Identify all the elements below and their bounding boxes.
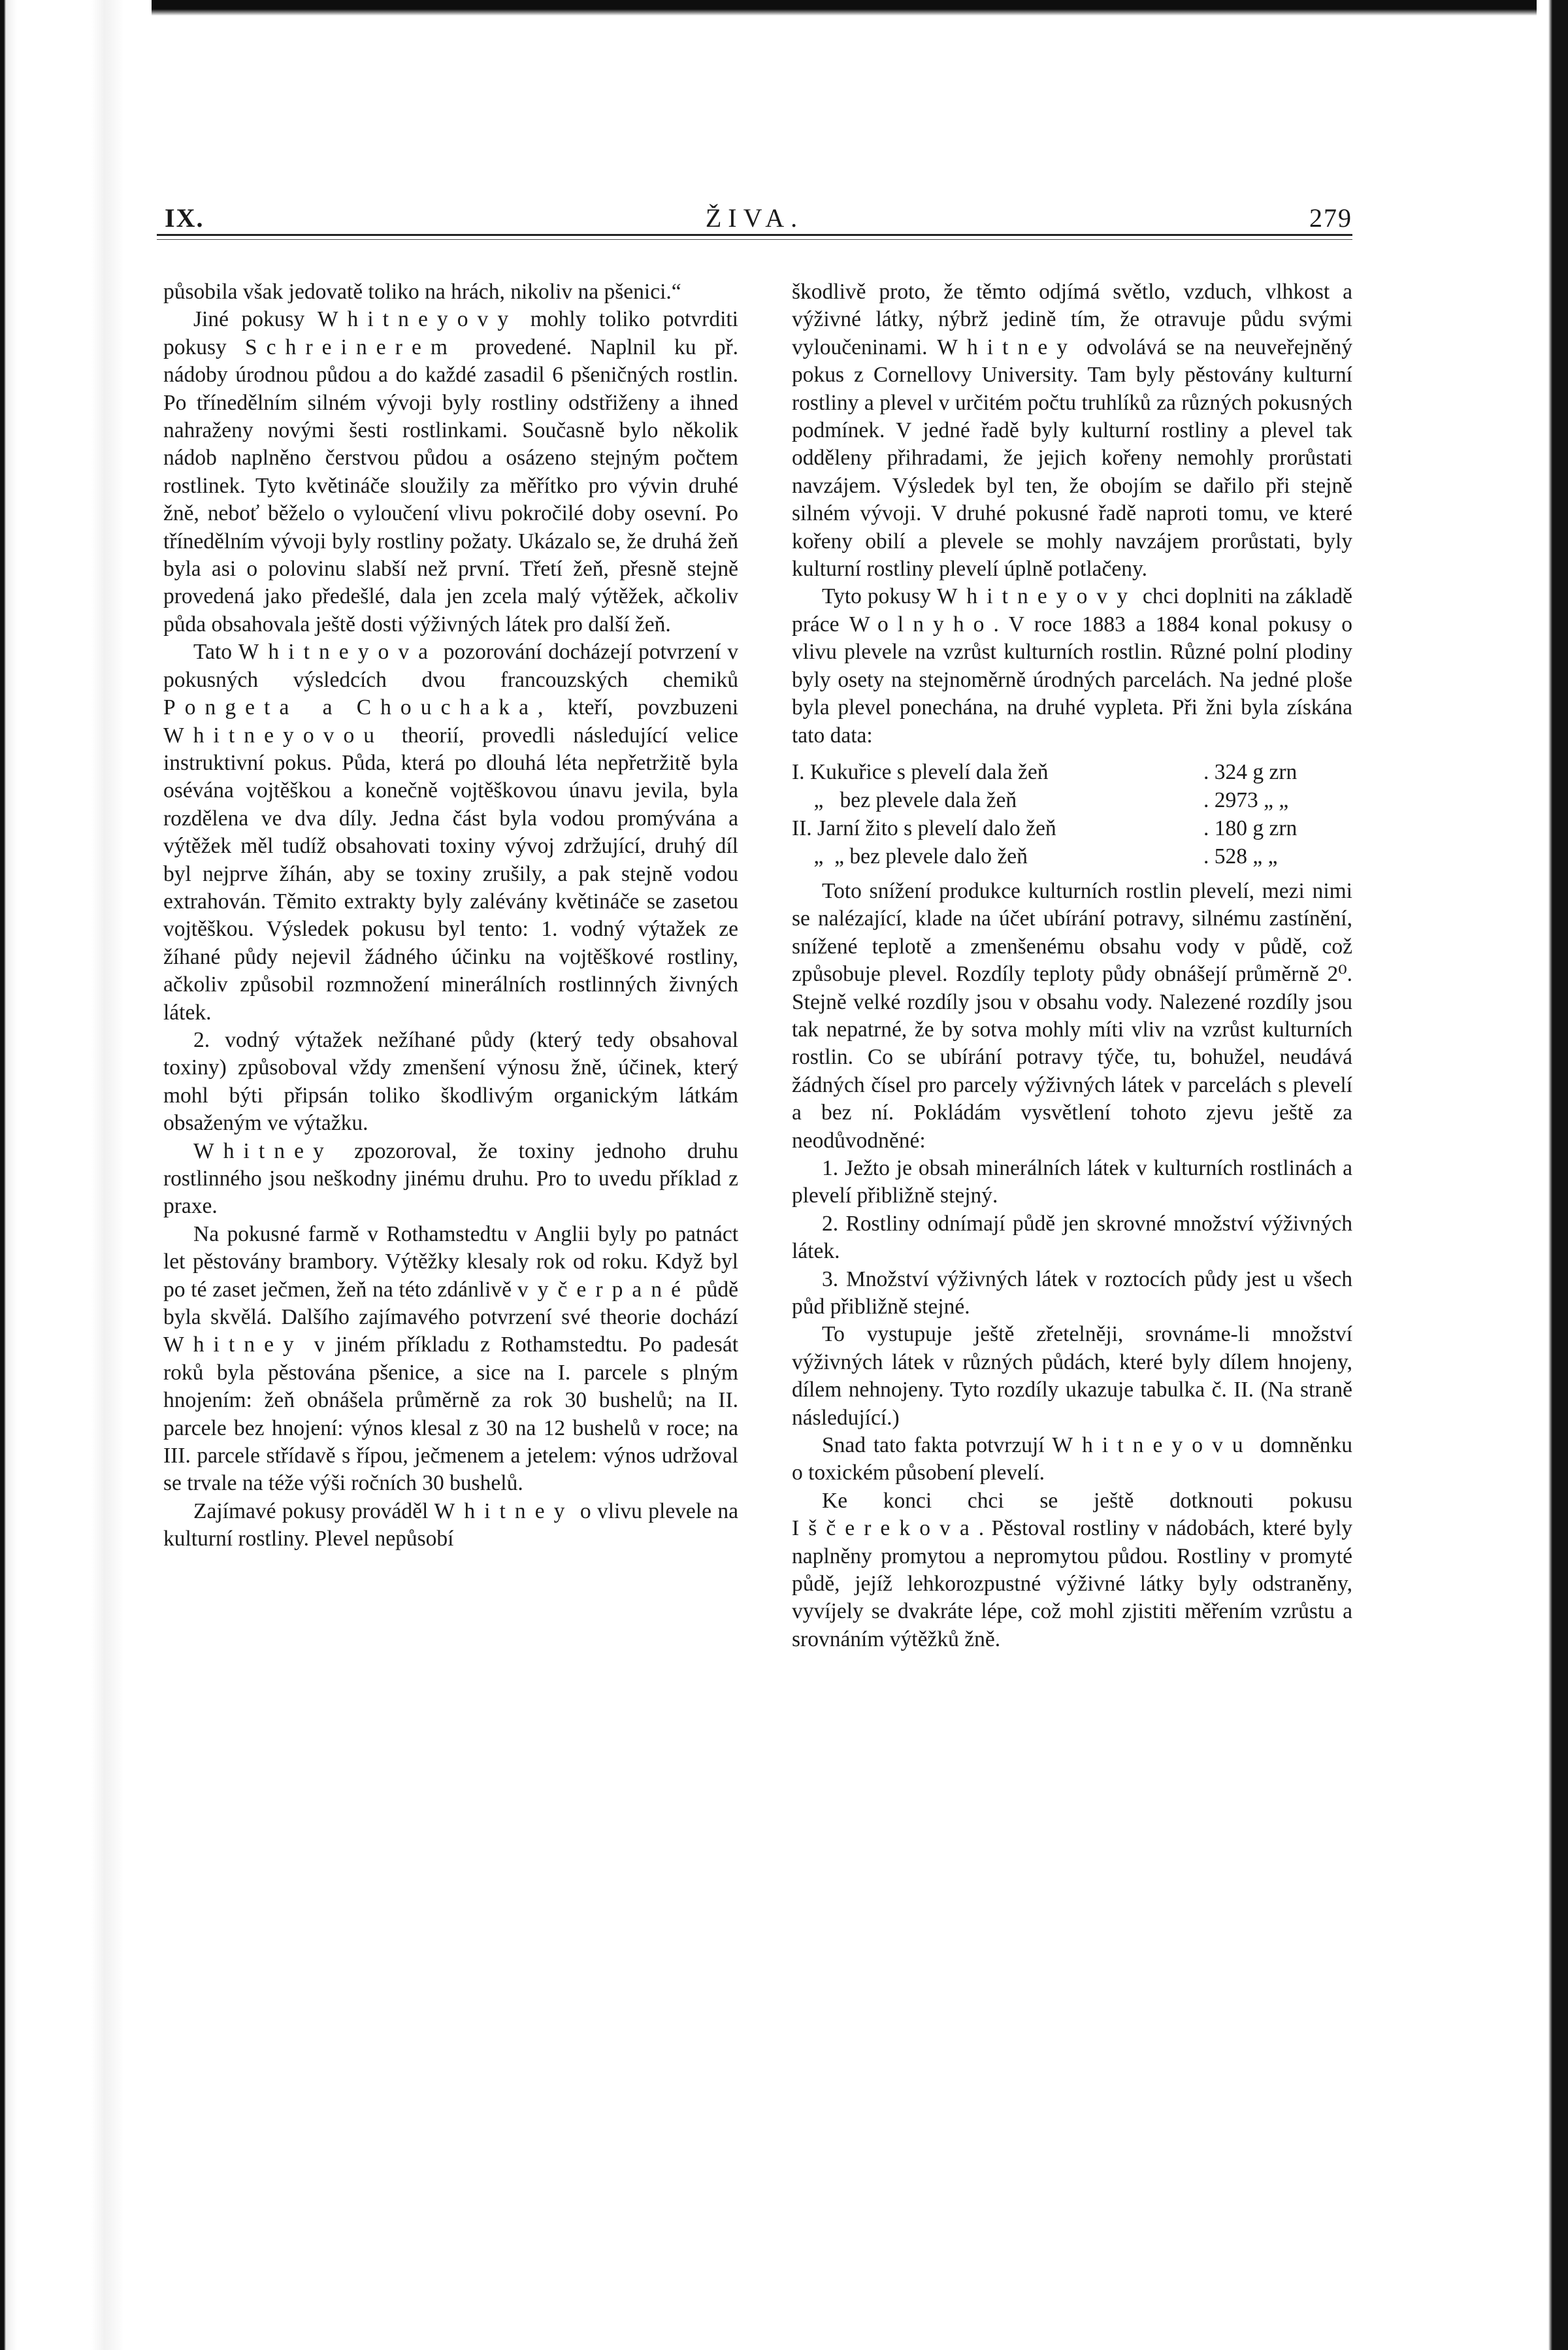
row-value: . 2973 „ „ (1203, 787, 1289, 812)
text-run: Zajímavé pokusy prováděl (193, 1498, 434, 1523)
text-run: Na pokusné farmě v Rothamstedtu v Anglii byly po patnáct let pěstovány brambory. Výtěžky klesaly rok od roku. Když byl po té zaset ječmen, žeň na této zdánlivě (163, 1221, 738, 1302)
header-rule-thick (157, 234, 1352, 236)
volume-number: IX. (165, 203, 204, 233)
text-run: a (298, 695, 357, 720)
row-value: . 528 „ „ (1203, 844, 1278, 869)
text-run: Jiné pokusy (193, 307, 318, 332)
text-run: Snad tato fakta potvrzují (822, 1433, 1053, 1458)
spaced-name: Pongeta (163, 695, 299, 720)
paragraph (163, 1221, 738, 1498)
text-run: Tyto pokusy (822, 584, 937, 609)
paragraph: 3. Množství výživných látek v roztocích půdy jest u všech půd přibližně stejné. (792, 1266, 1352, 1319)
journal-title: ŽIVA. (705, 203, 804, 233)
paragraph (792, 278, 1352, 583)
spaced-name: Whitneyovou (163, 723, 384, 748)
text-run: v jiném příkladu z Rothamstedtu. Po padesát roků byla pěstována pšenice, a sice na I. parcele s plným hnojením: žeň obnášela průměrně za rok 30 bushelů; na II. parcele bez hnojení: výnos klesal z 30 na 12 bushelů v roce; na III. parcele střídavě s řípou, ječmenem a jetelem: výnos udržoval se trvale na téže výši ročních 30 bushelů. (163, 1332, 738, 1496)
spaced-name: Iščerekova (792, 1516, 979, 1541)
text-run: o vlivu plevele na kulturní rostliny. Plevel nepůsobí (163, 1498, 738, 1551)
text-run: theorií, provedli následující velice instruktivní pokus. Půda, která po dlouhá léta nepřetržitě byla osévána vojtěškou a konečně vojtěškovou únavu jevila, byla rozdělena ve dva díly. Jedna část byla vodou promývána a výtěžek měl tudíž obsahovati toxiny vývoj zdržující, druhý díl byl nejprve žíhán, aby se toxiny zrušily, a pak stejně vodou extrahován. Těmito extrakty byly zalévány květináče se zasetou vojtěškou. Výsledek pokusu byl tento: 1. vodný výtažek ze žíhané půdy nejevil žádného účinku na vojtěškové rostliny, ačkoliv způsobil rozmnožení minerálních rostlinných živných látek. (163, 723, 738, 1025)
table-row (792, 759, 1352, 787)
text-run: odvolává se na neuveřejněný pokus z Cornellovy University. Tam byly pěstovány kulturní rostliny a plevel v určitém počtu truhlíků za různých pokusných podmínek. V jedné řadě byly kulturní rostliny a plevel tak odděleny přihradami, že jejich kořeny nemohly prorůstati navzájem. Výsledek byl ten, že obojím se dařilo při stejně silném vývoji. V druhé pokusné řadě naproti tomu, ve které kořeny obilí a plevele se mohly navzájem prorůstati, byly kulturní rostliny plevelí úplně potlačeny. (792, 335, 1352, 582)
running-header (157, 193, 1352, 237)
paragraph: 1. Ježto je obsah minerálních látek v kulturních rostlinách a plevelí přibližně stejný. (792, 1155, 1352, 1208)
paragraph (792, 583, 1352, 749)
spaced-emphasis: vyčerpané (517, 1277, 691, 1302)
spaced-name: Chouchaka (356, 695, 538, 720)
right-column (792, 278, 1352, 1653)
text-run: Tato (193, 640, 238, 665)
spaced-name: Whitney (193, 1138, 333, 1163)
spaced-name: Whitneyovu (1052, 1433, 1252, 1458)
journal-page (157, 193, 1352, 2285)
spaced-name: Whitneyova (238, 640, 438, 665)
text-run: půdě byla skvělá. Dalšího zajímavého potvrzení své theorie dochází (163, 1277, 738, 1330)
paragraph (163, 638, 738, 1027)
text-run: škodlivě proto, že těmto odjímá světlo, vzduch, vlhkost a výživné látky, nýbrž jedině tím, že otravuje půdu svými vyloučeninami. (792, 280, 1352, 359)
paragraph: 2. Rostliny odnímají půdě jen skrovné množství výživných látek. (792, 1211, 1352, 1264)
spaced-name: Whitney (163, 1332, 303, 1357)
row-value: . 324 g zrn (1203, 759, 1298, 784)
scan-border-right (1537, 0, 1568, 2350)
text-run: . Pěstoval rostliny v nádobách, které byly naplněny promytou a nepromytou půdou. Rostliny v promyté půdě, jejíž lehkorozpustné výživné látky byly odstraněny, vyvíjely se dvakráte lépe, což mohl zjistiti měřením vzrůstu a srovnáním výtěžků žně. (792, 1516, 1352, 1651)
row-label: I. Kukuřice s plevelí dala žeň (792, 759, 1049, 784)
scan-border-top (0, 0, 1568, 16)
spaced-name: Whitneyovy (317, 307, 518, 332)
row-label: „ „ bez plevele dalo žeň (792, 844, 1028, 869)
yield-table (792, 759, 1352, 871)
paragraph (163, 1138, 738, 1221)
left-column (163, 278, 738, 1553)
text-run: domněnku o toxickém působení plevelí. (792, 1433, 1352, 1485)
row-label: „ bez plevele dala žeň (792, 787, 1017, 812)
row-label: II. Jarní žito s plevelí dalo žeň (792, 816, 1056, 840)
paragraph: Toto snížení produkce kulturních rostlin plevelí, mezi nimi se nalézající, klade na účet ubírání potravy, silnému zastínění, snížené teplotě a zmenšenému obsahu vody v půdě, což způsobuje plevel. Rozdíly teploty půdy obnášejí průměrně 2⁰. Stejně velké rozdíly jsou v obsahu vody. Nalezené rozdíly jsou tak nepatrné, že by sotva mohly míti vliv na vzrůst kulturních rostlin. Co se ubírání potravy týče, tu, bohužel, neudává žádných čísel pro parcely výživných látek v parcelách s plevelí a bez ní. Pokládám vysvětlení tohoto zjevu ještě za neodůvodněné: (792, 878, 1352, 1153)
paragraph: To vystupuje ještě zřetelněji, srovnáme-li množství výživných látek v různých půdách, které byly dílem hnojeny, dílem nehnojeny. Tyto rozdíly ukazuje tabulka č. II. (Na straně následující.) (792, 1322, 1352, 1430)
paragraph (163, 306, 738, 638)
paragraph (792, 1487, 1352, 1653)
scan-border-left (0, 0, 152, 2350)
paragraph: 2. vodný výtažek nežíhané půdy (který tedy obsahoval toxiny) způsoboval vždy zmenšení výnosu žně, účinek, který mohl býti připsán toliko škodlivým organickým látkám obsaženým ve výtažku. (163, 1027, 738, 1136)
text-run: , kteří, povzbuzeni (538, 695, 738, 720)
page-number: 279 (1309, 203, 1352, 233)
table-row (792, 787, 1352, 815)
row-value: . 180 g zrn (1203, 816, 1298, 840)
spaced-name: Schreinerem (244, 335, 457, 359)
spaced-name: Whitneyovy (936, 584, 1137, 609)
spaced-name: Wolnyho (849, 612, 994, 637)
table-row (792, 843, 1352, 871)
paragraph: působila však jedovatě toliko na hrách, nikoliv na pšenici.“ (163, 280, 681, 304)
header-rule-thin (157, 239, 1352, 240)
text-run: mohly toliko potvrditi pokusy (163, 307, 738, 359)
text-run: provedené. Naplnil ku př. nádoby úrodnou půdou a do každé zasadil 6 pšeničných rostlin. Po třínedělním silném vývoji byly rostliny odstřiženy a ihned nahraženy novými šesti rostlinkami. Současně bylo několik nádob naplněno čerstvou půdou a osázeno stejným počtem rostlinek. Tyto květináče sloužily za měřítko pro vývin druhé žně, neboť běželo o vyloučení vlivu pokročilé doby osevní. Po třínedělním vývoji byly rostliny požaty. Ukázalo se, že druhá žeň byla asi o polovinu slabší než první. Třetí žeň, přesně stejně provedená jako předešlé, dala jen zcela malý výtěžek, ačkoliv půda obsahovala ještě dosti výživných látek pro další žeň. (163, 335, 738, 637)
paragraph (163, 1498, 738, 1553)
spaced-name: Whitney (434, 1498, 574, 1523)
text-run: pozorování docházejí potvrzení v pokusných výsledcích dvou francouzských chemiků (163, 640, 738, 692)
table-row (792, 815, 1352, 843)
text-run: zpozoroval, že toxiny jednoho druhu rostlinného jsou neškodny jinému druhu. Pro to uvedu příklad z praxe. (163, 1138, 738, 1219)
paragraph (792, 1432, 1352, 1487)
text-run: Ke konci chci se ještě dotknouti pokusu (822, 1488, 1352, 1513)
text-run: chci doplniti na základě práce (792, 584, 1352, 637)
spaced-name: Whitney (937, 335, 1077, 359)
text-run: . V roce 1883 a 1884 konal pokusy o vlivu plevele na vzrůst kulturních rostlin. Různé polní plodiny byly osety na stejnoměrně úrodných parcelách. Na jedné ploše byla plevel ponechána, na druhé vypleta. Při žni byla získána tato data: (792, 612, 1352, 748)
